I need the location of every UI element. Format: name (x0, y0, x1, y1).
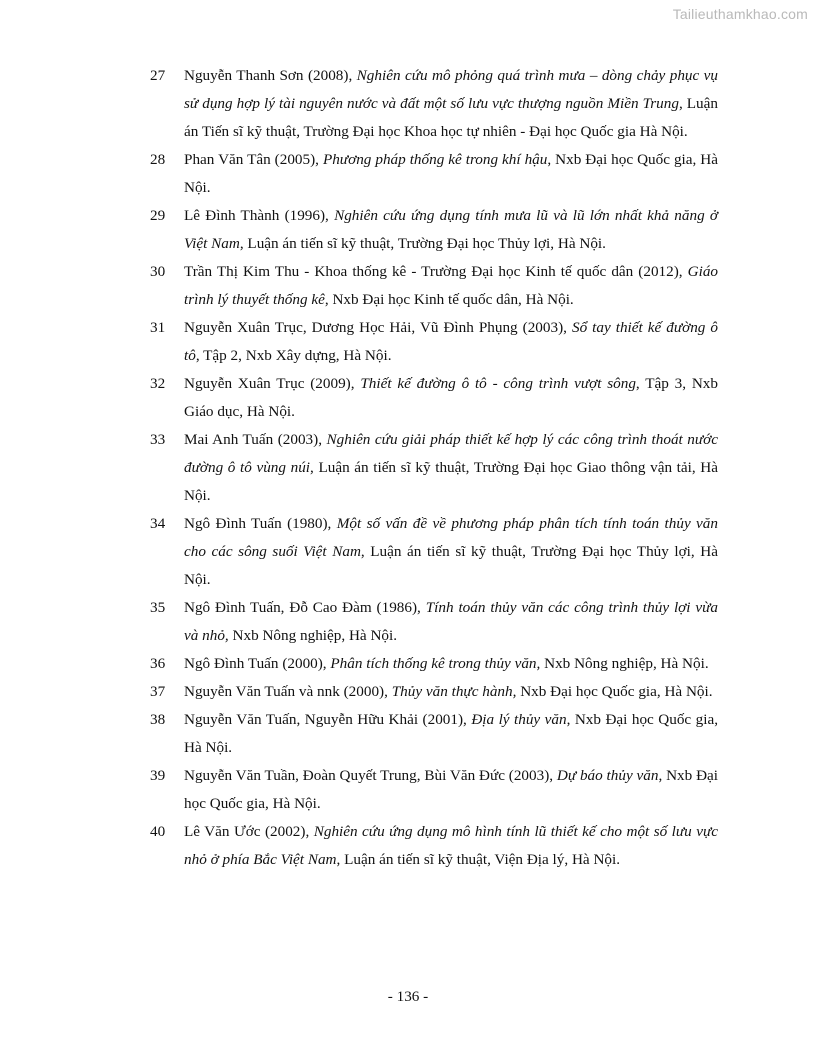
reference-item (150, 706, 718, 762)
reference-title: Địa lý thủy văn (471, 711, 567, 728)
reference-publisher: , Nxb Đại học Quốc gia, Hà Nội. (184, 767, 718, 812)
reference-item (150, 510, 718, 594)
reference-publisher: Nxb Nông nghiệp, Hà Nội. (540, 655, 709, 672)
reference-authors: Mai Anh Tuấn (2003), (184, 431, 327, 448)
watermark: Tailieuthamkhao.com (672, 6, 808, 22)
reference-number: 32 (150, 375, 166, 392)
reference-title: Dự báo thủy văn (556, 767, 659, 784)
reference-title: Giáo trình lý thuyết thống kê (184, 263, 718, 308)
reference-publisher: , Tập 3, Nxb Giáo dục, Hà Nội. (184, 375, 718, 420)
reference-item (150, 594, 718, 650)
reference-publisher: , Tập 2, Nxb Xây dựng, Hà Nội. (195, 347, 392, 364)
reference-authors: Nguyễn Thanh Sơn (2008), (184, 67, 357, 84)
reference-title: Nghiên cứu giải pháp thiết kế hợp lý các công trình thoát nước đường ô tô vùng núi (184, 431, 718, 476)
reference-number: 27 (150, 67, 166, 84)
reference-publisher: Nxb Nông nghiệp, Hà Nội. (228, 627, 398, 644)
reference-number: 36 (150, 655, 166, 672)
reference-title: Nghiên cứu ứng dụng tính mưa lũ và lũ lớn nhất khả năng ở Việt Nam (184, 207, 718, 252)
reference-authors: Nguyễn Văn Tuấn và nnk (2000), (184, 683, 392, 700)
reference-item (150, 370, 718, 426)
page-number: - 136 - (387, 988, 429, 1005)
reference-authors: Nguyễn Văn Tuấn, Nguyễn Hữu Khải (2001), (184, 711, 472, 728)
reference-authors: Trần Thị Kim Thu - Khoa thống kê - Trường Đại học Kinh tế quốc dân (2012), (184, 263, 688, 280)
reference-number: 35 (150, 599, 166, 616)
reference-publisher: , Luận án tiến sĩ kỹ thuật, Trường Đại học Giao thông vận tải, Hà Nội. (184, 459, 718, 504)
reference-number: 37 (150, 683, 166, 700)
reference-number: 38 (150, 711, 166, 728)
reference-title: Phân tích thống kê trong thủy văn, (330, 655, 541, 672)
reference-publisher: , Luận án tiến sĩ kỹ thuật, Viện Địa lý, Hà Nội. (336, 851, 621, 868)
reference-title: Nghiên cứu mô phỏng quá trình mưa – dòng chảy phục vụ sử dụng hợp lý tài nguyên nước và đất một số lưu vực thượng nguồn Miền Trung (184, 67, 719, 112)
reference-number: 31 (150, 319, 166, 336)
reference-item (150, 426, 718, 510)
reference-authors: Ngô Đình Tuấn (1980), (184, 515, 337, 532)
reference-title: Thiết kế đường ô tô - công trình vượt sông (360, 375, 636, 392)
reference-item (150, 314, 718, 370)
reference-item (150, 818, 718, 874)
reference-title: Phương pháp thống kê trong khí hậu (322, 151, 548, 168)
reference-item (150, 62, 718, 146)
reference-authors: Ngô Đình Tuấn, Đỗ Cao Đàm (1986), (184, 599, 426, 616)
reference-number: 33 (150, 431, 166, 448)
reference-authors: Nguyễn Văn Tuần, Đoàn Quyết Trung, Bùi Văn Đức (2003), (184, 767, 557, 784)
reference-authors: Phan Văn Tân (2005), (184, 151, 323, 168)
reference-item (150, 678, 718, 706)
reference-number: 30 (150, 263, 166, 280)
reference-authors: Lê Đình Thành (1996), (184, 207, 335, 224)
reference-authors: Nguyễn Xuân Trục, Dương Học Hải, Vũ Đình Phụng (2003), (184, 319, 572, 336)
reference-item (150, 202, 718, 258)
reference-title: Tính toán thủy văn các công trình thủy lợi vừa và nhỏ, (184, 599, 718, 644)
reference-title: Nghiên cứu ứng dụng mô hình tính lũ thiết kế cho một số lưu vực nhỏ ở phía Bắc Việt Nam (184, 823, 719, 868)
reference-publisher: , Nxb Đại học Kinh tế quốc dân, Hà Nội. (324, 291, 574, 308)
reference-item (150, 650, 718, 678)
reference-publisher: Nxb Đại học Quốc gia, Hà Nội. (516, 683, 713, 700)
reference-authors: Ngô Đình Tuấn (2000), (184, 655, 331, 672)
reference-number: 39 (150, 767, 166, 784)
reference-authors: Nguyễn Xuân Trục (2009), (184, 375, 361, 392)
reference-publisher: , Nxb Đại học Quốc gia, Hà Nội. (184, 151, 718, 196)
reference-title: Thủy văn thực hành, (391, 683, 517, 700)
reference-number: 29 (150, 207, 166, 224)
reference-title: Sổ tay thiết kế đường ô tô (184, 319, 719, 364)
reference-authors: Lê Văn Ước (2002), (184, 823, 314, 840)
reference-item (150, 258, 718, 314)
reference-item (150, 762, 718, 818)
reference-number: 34 (150, 515, 166, 532)
reference-list (150, 62, 718, 874)
reference-title: Một số vấn đề về phương pháp phân tích tính toán thủy văn cho các sông suối Việt Nam (184, 515, 718, 560)
reference-publisher: , Luận án Tiến sĩ kỹ thuật, Trường Đại học Khoa học tự nhiên - Đại học Quốc gia Hà Nội. (184, 95, 718, 140)
reference-publisher: , Nxb Đại học Quốc gia, Hà Nội. (184, 711, 718, 756)
reference-number: 40 (150, 823, 166, 840)
reference-number: 28 (150, 151, 166, 168)
reference-item (150, 146, 718, 202)
reference-publisher: , Luận án tiến sĩ kỹ thuật, Trường Đại học Thủy lợi, Hà Nội. (239, 235, 606, 252)
reference-publisher: , Luận án tiến sĩ kỹ thuật, Trường Đại học Thủy lợi, Hà Nội. (184, 543, 718, 588)
